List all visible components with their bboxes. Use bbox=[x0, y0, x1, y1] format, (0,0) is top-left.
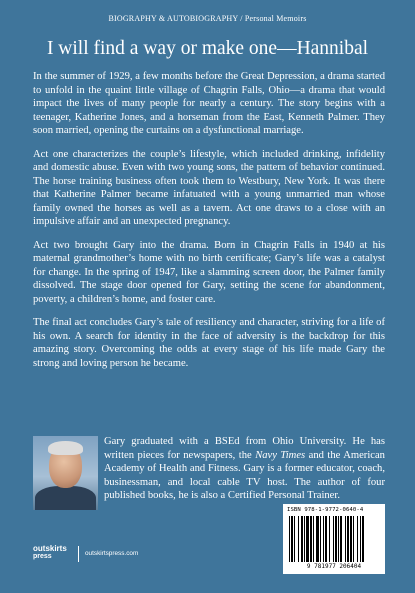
paragraph-2: Act one characterizes the couple’s lifestyle, which included drinking, infidelity and domestic abuse. Even with two young sons, the pattern of behavior continued. The horse training business often took them to Westbury, New York. It was there that Katherine Palmer became infatuated with a young unmarried man whose family owned the horses as well as a tavern. Act one draws to a close with an impulsive affair and an unexpected pregnancy. bbox=[33, 148, 385, 227]
bio-text-2: and the American Academy of Health and Fitness. Gary is a former educator, coach, businessman, and local cable TV host. The author of four published books, he is also a Certified Personal Trainer. bbox=[104, 449, 385, 501]
barcode-bar bbox=[350, 516, 352, 562]
barcode-bar bbox=[294, 516, 295, 562]
barcode-bar bbox=[306, 516, 309, 562]
isbn-label: ISBN 978-1-9772-0640-4 bbox=[287, 507, 364, 513]
barcode-bar bbox=[362, 516, 364, 562]
logo-line-2: press bbox=[33, 553, 52, 560]
category-label: BIOGRAPHY & AUTOBIOGRAPHY / Personal Memoirs bbox=[108, 14, 307, 23]
barcode-bar bbox=[340, 516, 342, 562]
publisher-logo bbox=[33, 545, 73, 561]
author-photo bbox=[33, 436, 98, 510]
barcode-bar bbox=[323, 516, 324, 562]
publisher-website[interactable]: outskirtspress.com bbox=[85, 550, 139, 557]
author-photo-shirt bbox=[35, 486, 96, 510]
barcode-bar bbox=[291, 516, 293, 562]
barcode-bar bbox=[353, 516, 354, 562]
barcode-bar bbox=[335, 516, 337, 562]
author-bio bbox=[104, 435, 385, 503]
barcode-bar bbox=[313, 516, 314, 562]
barcode-bar bbox=[345, 516, 346, 562]
logo-divider bbox=[78, 546, 79, 562]
barcode-bars bbox=[289, 516, 379, 562]
logo-line-1: outskirts bbox=[33, 544, 67, 553]
barcode-bar bbox=[316, 516, 319, 562]
barcode-bar bbox=[298, 516, 299, 562]
barcode-bar bbox=[325, 516, 327, 562]
barcode-bar bbox=[304, 516, 305, 562]
barcode-bar bbox=[320, 516, 321, 562]
barcode-bar bbox=[333, 516, 334, 562]
barcode-bar bbox=[329, 516, 330, 562]
barcode-bar bbox=[347, 516, 349, 562]
barcode-bar bbox=[310, 516, 312, 562]
paragraph-4: The final act concludes Gary’s tale of resiliency and character, striving for a life of his own. A search for identity in the face of adversity is the backdrop for this amazing story. Overcoming the odds at every stage of his life made Gary the strong and loving person he became. bbox=[33, 317, 385, 369]
synopsis bbox=[33, 70, 385, 380]
author-photo-hair bbox=[48, 441, 83, 455]
barcode-bar bbox=[357, 516, 358, 562]
paragraph-3: Act two brought Gary into the drama. Born in Chagrin Falls in 1940 at his maternal grandmother’s home with no birth certificate; Gary’s life was a catalyst for change. In the spring of 1947, like a slamming screen door, the Palmer family dissolved. The stage door opened for Gary, setting the scene for abandonment, poverty, a children’s home, and foster care. bbox=[33, 239, 385, 305]
paragraph-1: In the summer of 1929, a few months before the Great Depression, a drama started to unfold in the quaint little village of Chagrin Falls, Ohio—a drama that would impact the lives of many people for nearly a century. The story begins with a teenager, Katherine Jones, and a horseman from the East, Kenneth Palmer. They soon married, opening the curtains on a dysfunctional marriage. bbox=[33, 71, 385, 136]
barcode-digits: 9 781977 206404 bbox=[306, 563, 362, 570]
bio-italic: Navy Times bbox=[255, 449, 306, 461]
barcode-bar bbox=[289, 516, 290, 562]
barcode-bar bbox=[301, 516, 303, 562]
barcode bbox=[283, 504, 385, 574]
barcode-bar bbox=[338, 516, 339, 562]
barcode-bar bbox=[360, 516, 361, 562]
bio-text-1: Gary graduated with a BSEd from Ohio University. He has written pieces for newspapers, the bbox=[104, 436, 385, 461]
quote-title: I will find a way or make one—Hannibal bbox=[46, 38, 369, 59]
